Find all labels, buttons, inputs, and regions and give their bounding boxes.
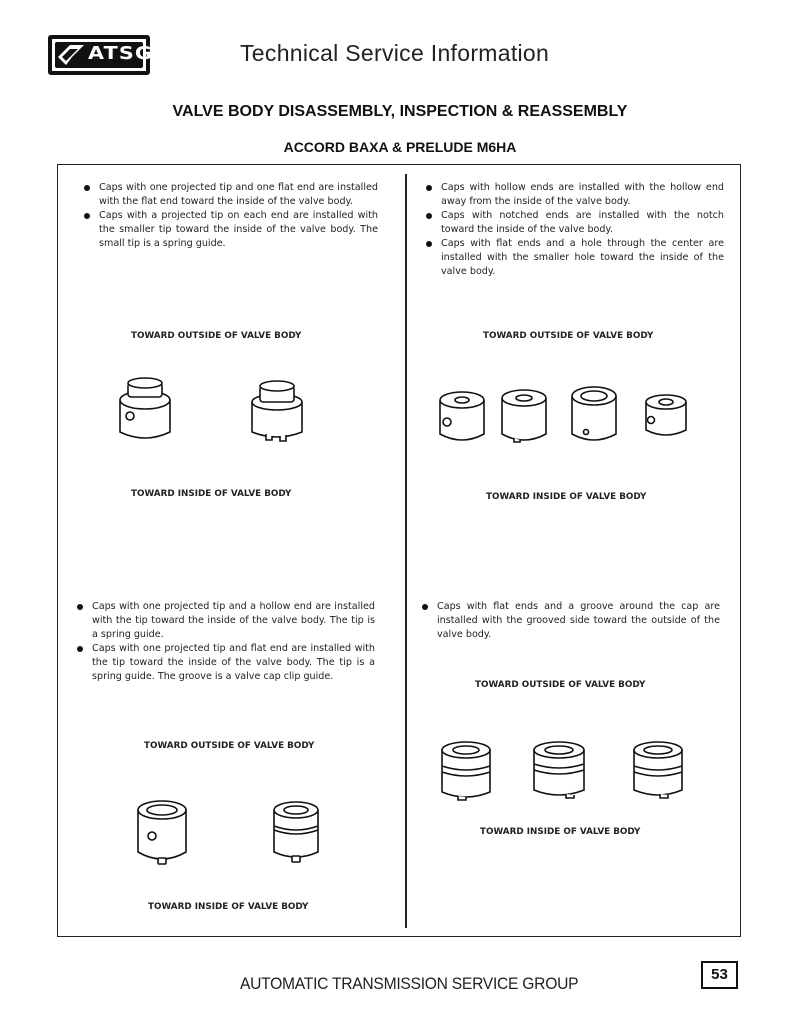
label-toward-outside: TOWARD OUTSIDE OF VALVE BODY <box>475 680 646 690</box>
label-toward-inside: TOWARD INSIDE OF VALVE BODY <box>131 489 292 499</box>
list-item: Caps with flat ends and a hole through the center are installed with the smaller hole toward the inside of the valve body. <box>424 237 724 279</box>
valve-cap-diagram <box>434 382 694 452</box>
label-toward-inside: TOWARD INSIDE OF VALVE BODY <box>486 492 647 502</box>
list-item: Caps with one projected tip and one flat end are installed with the flat end toward the inside of the valve body. <box>82 181 378 209</box>
checkmark-flag-icon <box>56 43 86 67</box>
valve-cap-diagram <box>132 796 332 871</box>
section-heading: VALVE BODY DISASSEMBLY, INSPECTION & REASSEMBLY <box>172 103 628 120</box>
bullet-list <box>420 600 720 642</box>
valve-cap-diagram <box>110 372 310 447</box>
quadrant-bottom-left <box>75 600 375 684</box>
logo-text: ATSG <box>88 43 154 64</box>
page-number: 53 <box>701 961 738 989</box>
valve-cap-diagram <box>438 736 698 806</box>
list-item: Caps with one projected tip and a hollow end are installed with the tip toward the inside of the valve body. The tip is a spring guide. <box>75 600 375 642</box>
quadrant-bottom-right <box>420 600 720 642</box>
list-item: Caps with hollow ends are installed with the hollow end away from the inside of the valve body. <box>424 181 724 209</box>
quadrant-top-right <box>424 181 724 279</box>
bullet-list <box>82 181 378 251</box>
list-item: Caps with flat ends and a groove around the cap are installed with the grooved side toward the outside of the valve body. <box>420 600 720 642</box>
bullet-list <box>75 600 375 684</box>
label-toward-outside: TOWARD OUTSIDE OF VALVE BODY <box>483 331 654 341</box>
atsg-logo <box>48 35 154 75</box>
label-toward-outside: TOWARD OUTSIDE OF VALVE BODY <box>131 331 302 341</box>
center-divider <box>405 174 407 928</box>
list-item: Caps with one projected tip and flat end are installed with the tip toward the inside of the valve body. The tip is a spring guide. The groove is a valve cap clip guide. <box>75 642 375 684</box>
label-toward-inside: TOWARD INSIDE OF VALVE BODY <box>148 902 309 912</box>
model-subheading: ACCORD BAXA & PRELUDE M6HA <box>283 139 517 155</box>
label-toward-outside: TOWARD OUTSIDE OF VALVE BODY <box>144 741 315 751</box>
list-item: Caps with notched ends are installed with the notch toward the inside of the valve body. <box>424 209 724 237</box>
quadrant-top-left <box>82 181 378 251</box>
list-item: Caps with a projected tip on each end are installed with the smaller tip toward the inside of the valve body. The small tip is a spring guide. <box>82 209 378 251</box>
footer-org-name: AUTOMATIC TRANSMISSION SERVICE GROUP <box>240 974 579 993</box>
label-toward-inside: TOWARD INSIDE OF VALVE BODY <box>480 827 641 837</box>
bullet-list <box>424 181 724 279</box>
page-title: Technical Service Information <box>240 40 550 66</box>
